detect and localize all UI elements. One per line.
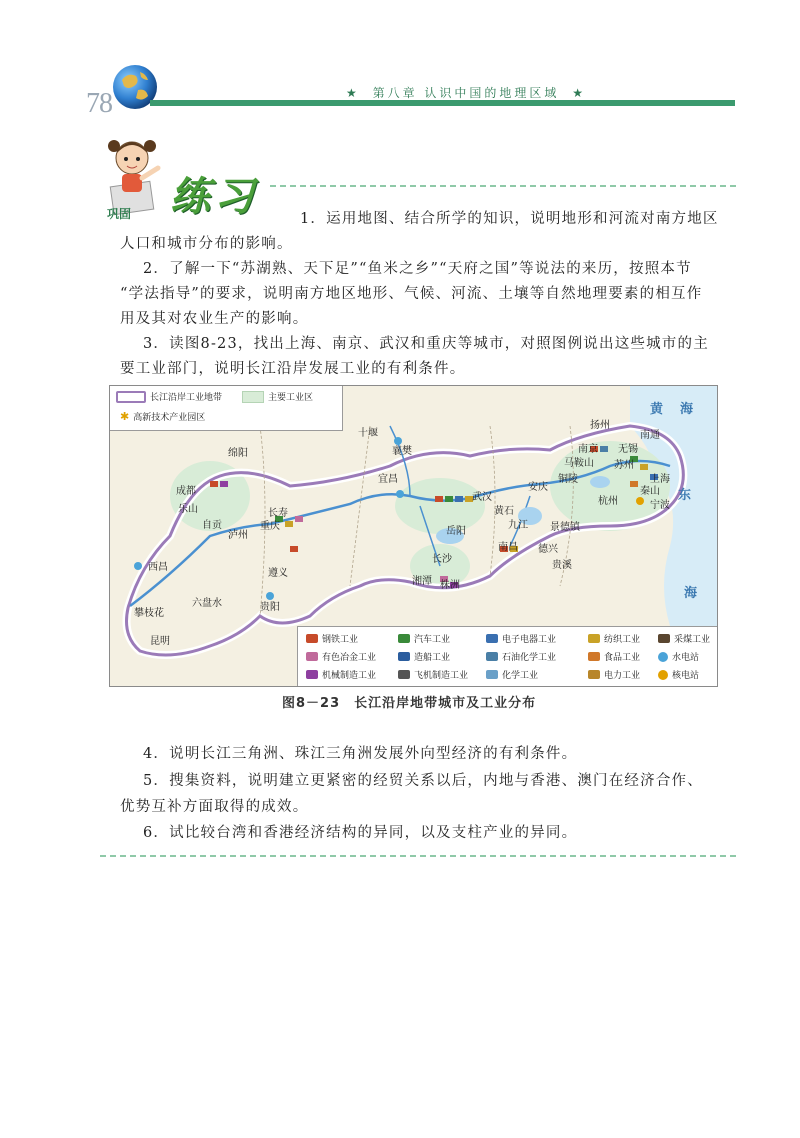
sea-label: 东	[678, 488, 692, 503]
sea-label: 海	[680, 402, 694, 417]
divider-dashed	[100, 855, 736, 857]
legend-industry	[297, 626, 718, 687]
city-label: 岳阳	[446, 526, 466, 537]
city-label: 襄樊	[392, 446, 412, 457]
city-label: 昆明	[150, 636, 170, 647]
city-label: 株洲	[440, 580, 460, 591]
legend-industry-item: 采煤工业	[658, 632, 710, 645]
exercise-2-line-3: 用及其对农业生产的影响。	[120, 311, 309, 327]
legend-zone-label: 主要工业区	[268, 393, 314, 403]
yangtze-industry-map	[109, 385, 718, 687]
belt-swatch	[116, 391, 146, 403]
exercise-3-line-1: 3．读图8-23，找出上海、南京、武汉和重庆等城市，对照图例说出这些城市的主	[143, 336, 709, 352]
hitech-star-icon: ✱	[120, 410, 130, 423]
city-label: 黄石	[494, 506, 514, 517]
city-label: 景德镇	[550, 522, 580, 533]
city-label: 南京	[578, 444, 598, 455]
legend-industry-item: 电子电器工业	[486, 632, 556, 645]
legend-industry-item: 汽车工业	[398, 632, 450, 645]
legend-industry-item: 纺织工业	[588, 632, 640, 645]
nuclear-plant-icon	[658, 670, 668, 680]
city-label: 宁波	[650, 500, 670, 511]
city-label: 杭州	[598, 496, 618, 507]
industry-zone	[395, 478, 485, 534]
exercise-3-line-2: 要工业部门，说明长江沿岸发展工业的有利条件。	[120, 361, 466, 377]
aircraft-icon	[398, 670, 410, 679]
legend-industry-item: 飞机制造工业	[398, 668, 468, 681]
food-icon	[588, 652, 600, 661]
chemical-icon	[486, 670, 498, 679]
city-label: 遵义	[268, 568, 288, 579]
machinery-icon	[306, 670, 318, 679]
city-label: 九江	[508, 520, 528, 531]
exercise-1-line-1: 1．运用地图、结合所学的知识，说明地形和河流对南方地区	[300, 211, 719, 227]
city-label: 十堰	[358, 428, 378, 439]
legend-belt	[116, 390, 222, 403]
legend-industry-item: 食品工业	[588, 650, 640, 663]
chapter-title	[340, 84, 592, 101]
legend-industry-item: 电力工业	[588, 668, 640, 681]
city-label: 贵阳	[260, 602, 280, 613]
city-label: 重庆	[260, 521, 280, 532]
city-label: 六盘水	[192, 598, 222, 609]
nonferrous-metal-icon	[306, 652, 318, 661]
city-label: 安庆	[528, 482, 548, 493]
chapter-title-text: 第八章 认识中国的地理区域	[372, 86, 560, 100]
exercise-2-line-2: “学法指导”的要求，说明南方地区地形、气候、河流、土壤等自然地理要素的相互作	[120, 286, 703, 302]
section-label-big: 练习	[170, 174, 258, 220]
section-label-small: 巩固	[107, 207, 132, 221]
sea-label: 海	[684, 586, 698, 601]
star-icon: ★	[346, 86, 360, 100]
legend-industry-item: 机械制造工业	[306, 668, 376, 681]
textile-icon	[588, 634, 600, 643]
page-number: 78	[86, 88, 112, 119]
city-label: 长寿	[268, 508, 288, 519]
zone-swatch	[242, 391, 264, 403]
figure-caption: 图8－23 长江沿岸地带城市及工业分布	[282, 696, 537, 711]
steel-icon	[306, 634, 318, 643]
legend-belt-zone	[110, 386, 343, 431]
petrochemical-icon	[486, 652, 498, 661]
city-label: 乐山	[178, 504, 198, 515]
legend-belt-label: 长江沿岸工业地带	[150, 393, 223, 403]
coal-mining-icon	[658, 634, 670, 643]
legend-industry-item: 石油化学工业	[486, 650, 556, 663]
electronics-icon	[486, 634, 498, 643]
city-label: 马鞍山	[564, 458, 594, 469]
legend-industry-item: 水电站	[658, 650, 699, 663]
city-label: 秦山	[640, 486, 660, 497]
sea-label: 黄	[650, 402, 664, 417]
city-label: 湘潭	[412, 576, 432, 587]
car-icon	[398, 634, 410, 643]
legend-hitech	[120, 410, 205, 423]
exercise-4-line-1: 4．说明长江三角洲、珠江三角洲发展外向型经济的有利条件。	[143, 746, 578, 762]
city-label: 南昌	[498, 542, 518, 553]
city-label: 苏州	[614, 460, 634, 471]
exercise-6-line-1: 6．试比较台湾和香港经济结构的异同，以及支柱产业的异同。	[143, 825, 578, 841]
city-label: 自贡	[202, 520, 222, 531]
hydropower-icon	[658, 652, 668, 662]
city-label: 上海	[650, 474, 670, 485]
legend-industry-item: 有色冶金工业	[306, 650, 376, 663]
exercise-5-line-1: 5．搜集资料，说明建立更紧密的经贸关系以后，内地与香港、澳门在经济合作、	[143, 773, 703, 789]
city-label: 长沙	[432, 554, 452, 565]
legend-industry-item: 钢铁工业	[306, 632, 358, 645]
shipbuilding-icon	[398, 652, 410, 661]
city-label: 宜昌	[378, 474, 398, 485]
divider-dashed	[270, 185, 736, 187]
mascot-girl-icon	[98, 132, 168, 216]
exercise-5-line-2: 优势互补方面取得的成效。	[120, 799, 309, 815]
city-label: 绵阳	[228, 448, 248, 459]
star-icon: ★	[572, 86, 587, 100]
city-label: 武汉	[472, 492, 492, 503]
city-label: 西昌	[148, 562, 168, 573]
lake	[590, 476, 610, 488]
city-label: 成都	[176, 486, 196, 497]
legend-industry-item: 化学工业	[486, 668, 538, 681]
legend-industry-item: 造船工业	[398, 650, 450, 663]
city-label: 泸州	[228, 530, 248, 541]
city-label: 扬州	[590, 420, 610, 431]
city-label: 南通	[640, 430, 660, 441]
exercise-1-line-2: 人口和城市分布的影响。	[120, 236, 293, 252]
city-label: 攀枝花	[134, 608, 164, 619]
city-label: 贵溪	[552, 560, 572, 571]
legend-zone	[242, 390, 313, 403]
legend-industry-item: 核电站	[658, 668, 699, 681]
legend-hitech-label: 高新技术产业园区	[133, 413, 206, 423]
city-label: 无锡	[618, 444, 638, 455]
power-icon	[588, 670, 600, 679]
city-label: 铜陵	[558, 474, 578, 485]
exercise-2-line-1: 2．了解一下“苏湖熟、天下足”“鱼米之乡”“天府之国”等说法的来历，按照本节	[143, 261, 692, 277]
city-label: 德兴	[538, 544, 558, 555]
